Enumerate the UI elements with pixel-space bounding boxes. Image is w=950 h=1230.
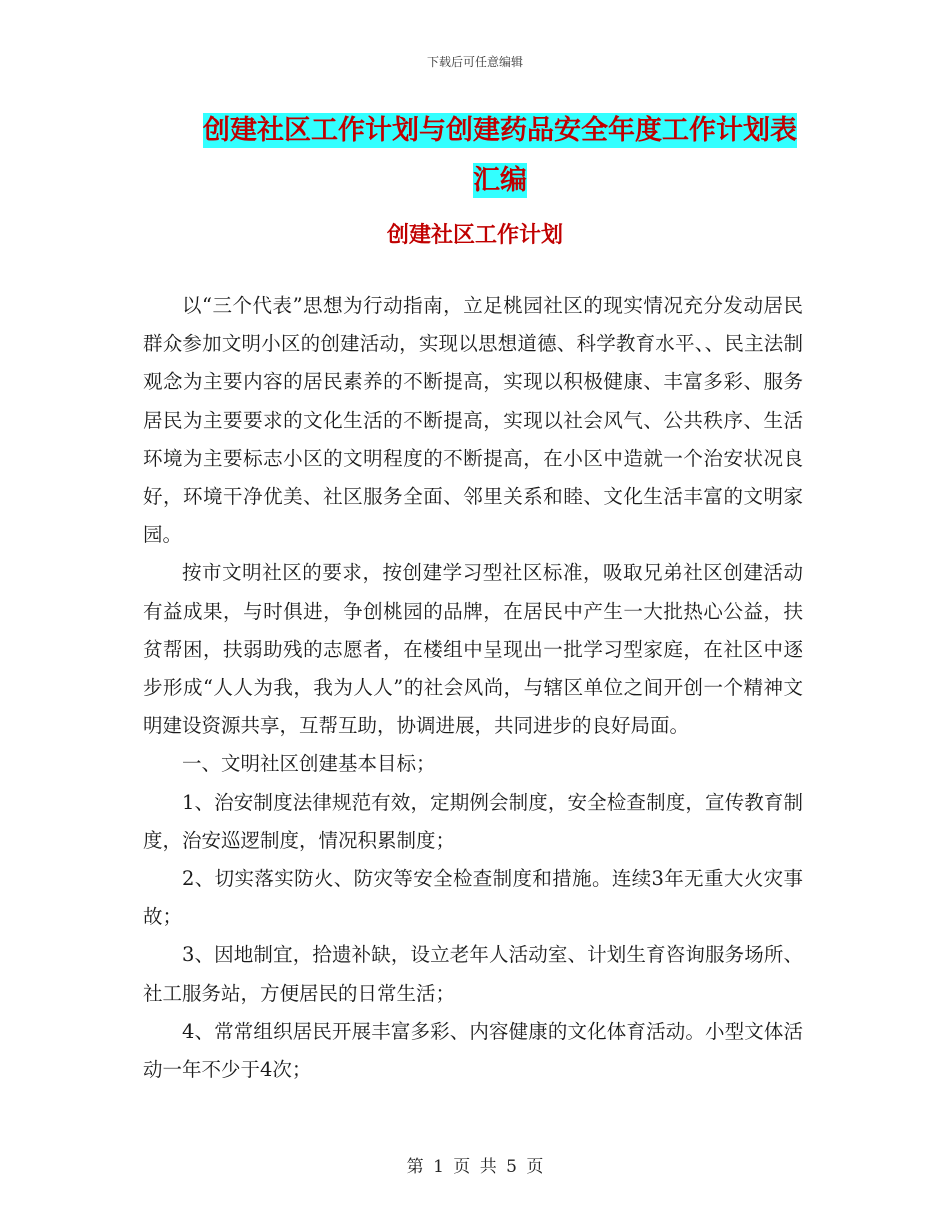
paragraph: 1、治安制度法律规范有效，定期例会制度，安全检查制度，宣传教育制度，治安巡逻制度，情况积累制度； xyxy=(143,790,803,852)
document-title xyxy=(190,106,810,206)
paragraph: 以“三个代表”思想为行动指南，立足桃园社区的现实情况充分发动居民群众参加文明小区的创建活动，实现以思想道德、科学教育水平、、民主法制观念为主要内容的居民素养的不断提高，实现以积极健康、丰富多彩、服务居民为主要要求的文化生活的不断提高，实现以社会风气、公共秩序、生活环境为主要标志小区的文明程度的不断提高，在小区中造就一个治安状况良好，环境干净优美、社区服务全面、邻里关系和睦、文化生活丰富的文明家园。 xyxy=(143,294,803,547)
paragraph: 一、文明社区创建基本目标； xyxy=(182,752,436,776)
document-body xyxy=(143,287,803,1089)
paragraph: 按市文明社区的要求，按创建学习型社区标准，吸取兄弟社区创建活动有益成果，与时俱进，争创桃园的品牌，在居民中产生一大批热心公益，扶贫帮困，扶弱助残的志愿者，在楼组中呈现出一批学习型家庭，在社区中逐步形成“人人为我，我为人人”的社会风尚，与辖区单位之间开创一个精神文明建设资源共享，互帮互助，协调进展，共同进步的良好局面。 xyxy=(143,561,803,738)
paragraph: 4、常常组织居民开展丰富多彩、内容健康的文化体育活动。小型文体活动一年不少于4次； xyxy=(143,1019,803,1082)
paragraph: 2、切实落实防火、防灾等安全检查制度和措施。连续3年无重大火灾事故； xyxy=(143,867,803,929)
header-note: 下载后可任意编辑 xyxy=(426,55,523,69)
document-title-text: 创建社区工作计划与创建药品安全年度工作计划表汇编 xyxy=(203,115,797,196)
section-title: 创建社区工作计划 xyxy=(386,223,563,248)
page-footer: 第 1 页 共 5 页 xyxy=(406,1157,544,1177)
paragraph: 3、因地制宜，拾遗补缺，设立老年人活动室、计划生育咨询服务场所、社工服务站，方便居民的日常生活； xyxy=(143,943,803,1005)
